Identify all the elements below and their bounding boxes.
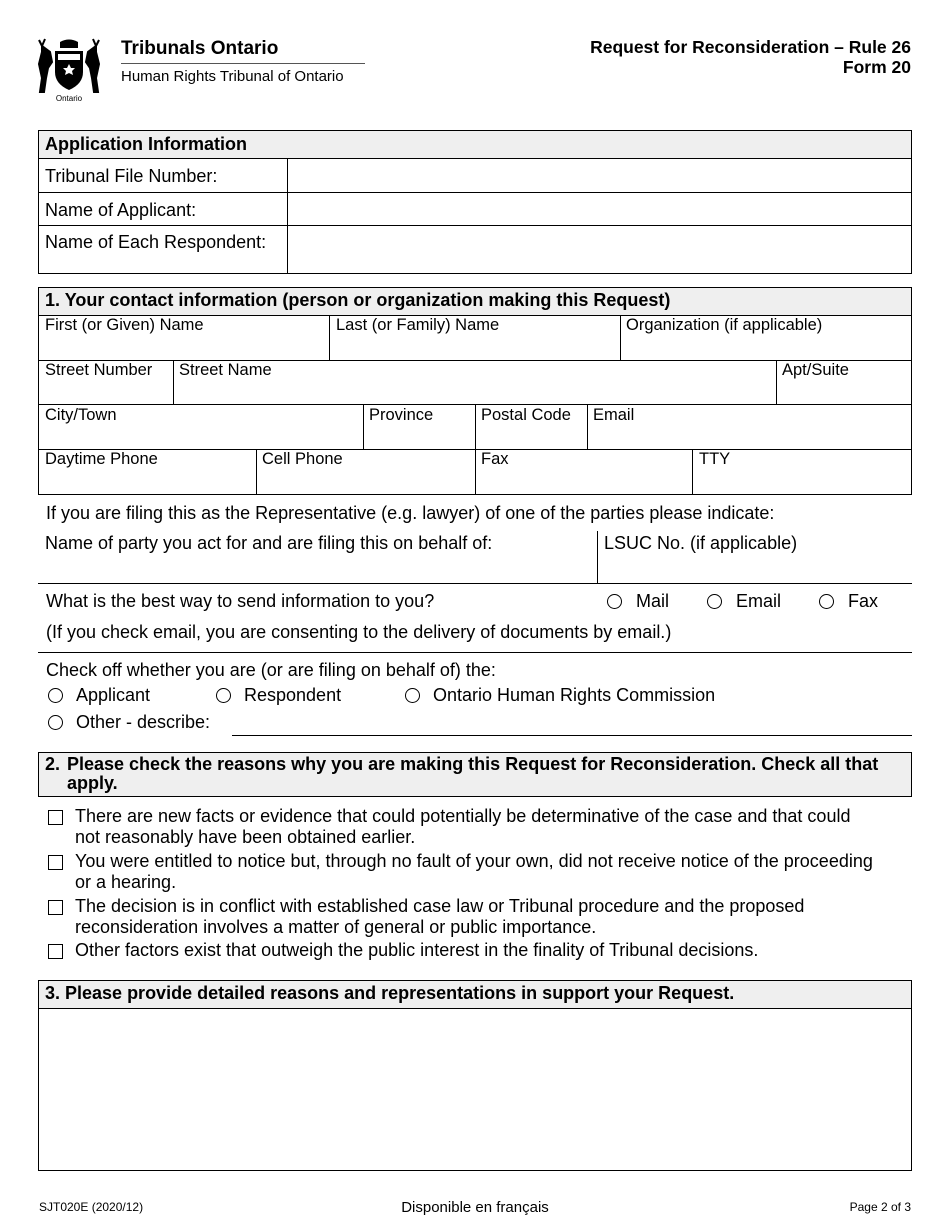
- apt-suite-field[interactable]: [777, 381, 911, 404]
- street-number-field[interactable]: [39, 381, 173, 404]
- application-info-heading: [38, 130, 912, 159]
- cell-phone-label: Cell Phone: [262, 450, 343, 468]
- organization-field[interactable]: [621, 336, 911, 359]
- section2-heading-line2: apply.: [67, 773, 118, 793]
- reason-4-line1: Other factors exist that outweigh the public interest in the finality of Tribunal decisions.: [75, 940, 759, 960]
- email-field[interactable]: [588, 426, 911, 448]
- fax-field[interactable]: [476, 471, 692, 493]
- section2-number: 2.: [45, 754, 61, 774]
- page-number: Page 2 of 3: [849, 1200, 911, 1214]
- section2-heading: [38, 752, 912, 797]
- ontario-label: Ontario: [55, 94, 83, 103]
- form-number: Form 20: [842, 57, 911, 77]
- org-divider: [121, 63, 365, 64]
- coat-of-arms-icon: [36, 38, 102, 96]
- city-field[interactable]: [39, 426, 363, 448]
- section1-heading-text: 1. Your contact information (person or organization making this Request): [45, 290, 671, 310]
- street-number-label: Street Number: [45, 361, 153, 379]
- best-way-question: What is the best way to send information to you?: [46, 591, 435, 611]
- tty-label: TTY: [699, 450, 731, 468]
- daytime-phone-label: Daytime Phone: [45, 450, 158, 468]
- party-label: Name of party you act for and are filing this on behalf of:: [45, 533, 493, 553]
- representative-note: If you are filing this as the Representative (e.g. lawyer) of one of the parties please indicate:: [46, 503, 775, 523]
- email-label: Email: [593, 406, 635, 424]
- last-name-field[interactable]: [330, 336, 620, 359]
- applicant-radio[interactable]: [48, 688, 63, 703]
- reason-2-line1: You were entitled to notice but, through no fault of your own, did not receive notice of the proceeding: [75, 851, 873, 871]
- postal-code-field[interactable]: [476, 426, 587, 448]
- file-number-field[interactable]: [289, 160, 911, 191]
- reason-3-line1: The decision is in conflict with established case law or Tribunal procedure and the proposed: [75, 896, 805, 916]
- reason-checkbox-3[interactable]: [48, 900, 63, 915]
- form-code: SJT020E (2020/12): [39, 1200, 144, 1214]
- applicant-name-field[interactable]: [289, 193, 911, 224]
- commission-radio[interactable]: [405, 688, 420, 703]
- tty-field[interactable]: [693, 471, 911, 493]
- fax-label: Fax: [481, 450, 509, 468]
- first-name-label: First (or Given) Name: [45, 316, 204, 334]
- other-describe-underline: [232, 735, 912, 736]
- party-field[interactable]: [39, 556, 597, 582]
- divider: [38, 583, 912, 584]
- reason-checkbox-2[interactable]: [48, 855, 63, 870]
- last-name-label: Last (or Family) Name: [336, 316, 500, 334]
- org-name: Tribunals Ontario: [121, 38, 279, 59]
- commission-option-label: Ontario Human Rights Commission: [433, 685, 716, 705]
- section3-heading: [38, 980, 912, 1009]
- province-label: Province: [369, 406, 434, 424]
- fax-option-label: Fax: [848, 591, 879, 611]
- lsuc-label: LSUC No. (if applicable): [604, 533, 798, 553]
- street-name-field[interactable]: [174, 381, 776, 404]
- postal-code-label: Postal Code: [481, 406, 571, 424]
- lsuc-field[interactable]: [598, 556, 911, 582]
- respondent-option-label: Respondent: [244, 685, 342, 705]
- divider: [38, 360, 912, 361]
- ontario-logo: [36, 38, 102, 104]
- mail-option-label: Mail: [636, 591, 670, 611]
- section2-heading-line1: Please check the reasons why you are making this Request for Reconsideration. Check all that: [67, 754, 879, 774]
- reasons-textarea[interactable]: [39, 1010, 911, 1170]
- reason-checkbox-1[interactable]: [48, 810, 63, 825]
- reason-3-line2: reconsideration involves a matter of general or public importance.: [75, 917, 597, 937]
- city-label: City/Town: [45, 406, 117, 424]
- daytime-phone-field[interactable]: [39, 471, 256, 493]
- cell-phone-field[interactable]: [257, 471, 475, 493]
- reason-checkbox-4[interactable]: [48, 944, 63, 959]
- other-describe-label: Other - describe:: [76, 712, 211, 732]
- fax-radio[interactable]: [819, 594, 834, 609]
- applicant-name-label: Name of Applicant:: [45, 200, 197, 220]
- email-consent-note: (If you check email, you are consenting to the delivery of documents by email.): [46, 622, 672, 642]
- first-name-field[interactable]: [39, 336, 329, 359]
- org-subtitle: Human Rights Tribunal of Ontario: [121, 68, 344, 85]
- applicant-option-label: Applicant: [76, 685, 151, 705]
- respondent-radio[interactable]: [216, 688, 231, 703]
- other-radio[interactable]: [48, 715, 63, 730]
- section3-heading-text: 3. Please provide detailed reasons and representations in support your Request.: [45, 983, 735, 1003]
- section1-heading: [38, 287, 912, 316]
- street-name-label: Street Name: [179, 361, 272, 379]
- divider: [38, 494, 912, 495]
- reason-1-line2: not reasonably have been obtained earlier.: [75, 827, 416, 847]
- application-info-heading-text: Application Information: [45, 134, 247, 154]
- divider: [287, 159, 288, 274]
- reason-1-line1: There are new facts or evidence that could potentially be determinative of the case and that could: [75, 806, 851, 826]
- mail-radio[interactable]: [607, 594, 622, 609]
- organization-label: Organization (if applicable): [626, 316, 823, 334]
- email-option-label: Email: [736, 591, 782, 611]
- divider: [38, 652, 912, 653]
- form-title: Request for Reconsideration – Rule 26: [590, 37, 911, 57]
- other-describe-field[interactable]: [232, 713, 912, 735]
- respondent-name-label: Name of Each Respondent:: [45, 232, 267, 252]
- email-radio[interactable]: [707, 594, 722, 609]
- respondent-name-field[interactable]: [289, 226, 911, 273]
- french-availability: Disponible en français: [401, 1199, 549, 1216]
- divider: [911, 316, 912, 494]
- province-field[interactable]: [364, 426, 475, 448]
- file-number-label: Tribunal File Number:: [45, 166, 218, 186]
- reason-2-line2: or a hearing.: [75, 872, 177, 892]
- apt-suite-label: Apt/Suite: [782, 361, 849, 379]
- role-question: Check off whether you are (or are filing on behalf of) the:: [46, 660, 496, 680]
